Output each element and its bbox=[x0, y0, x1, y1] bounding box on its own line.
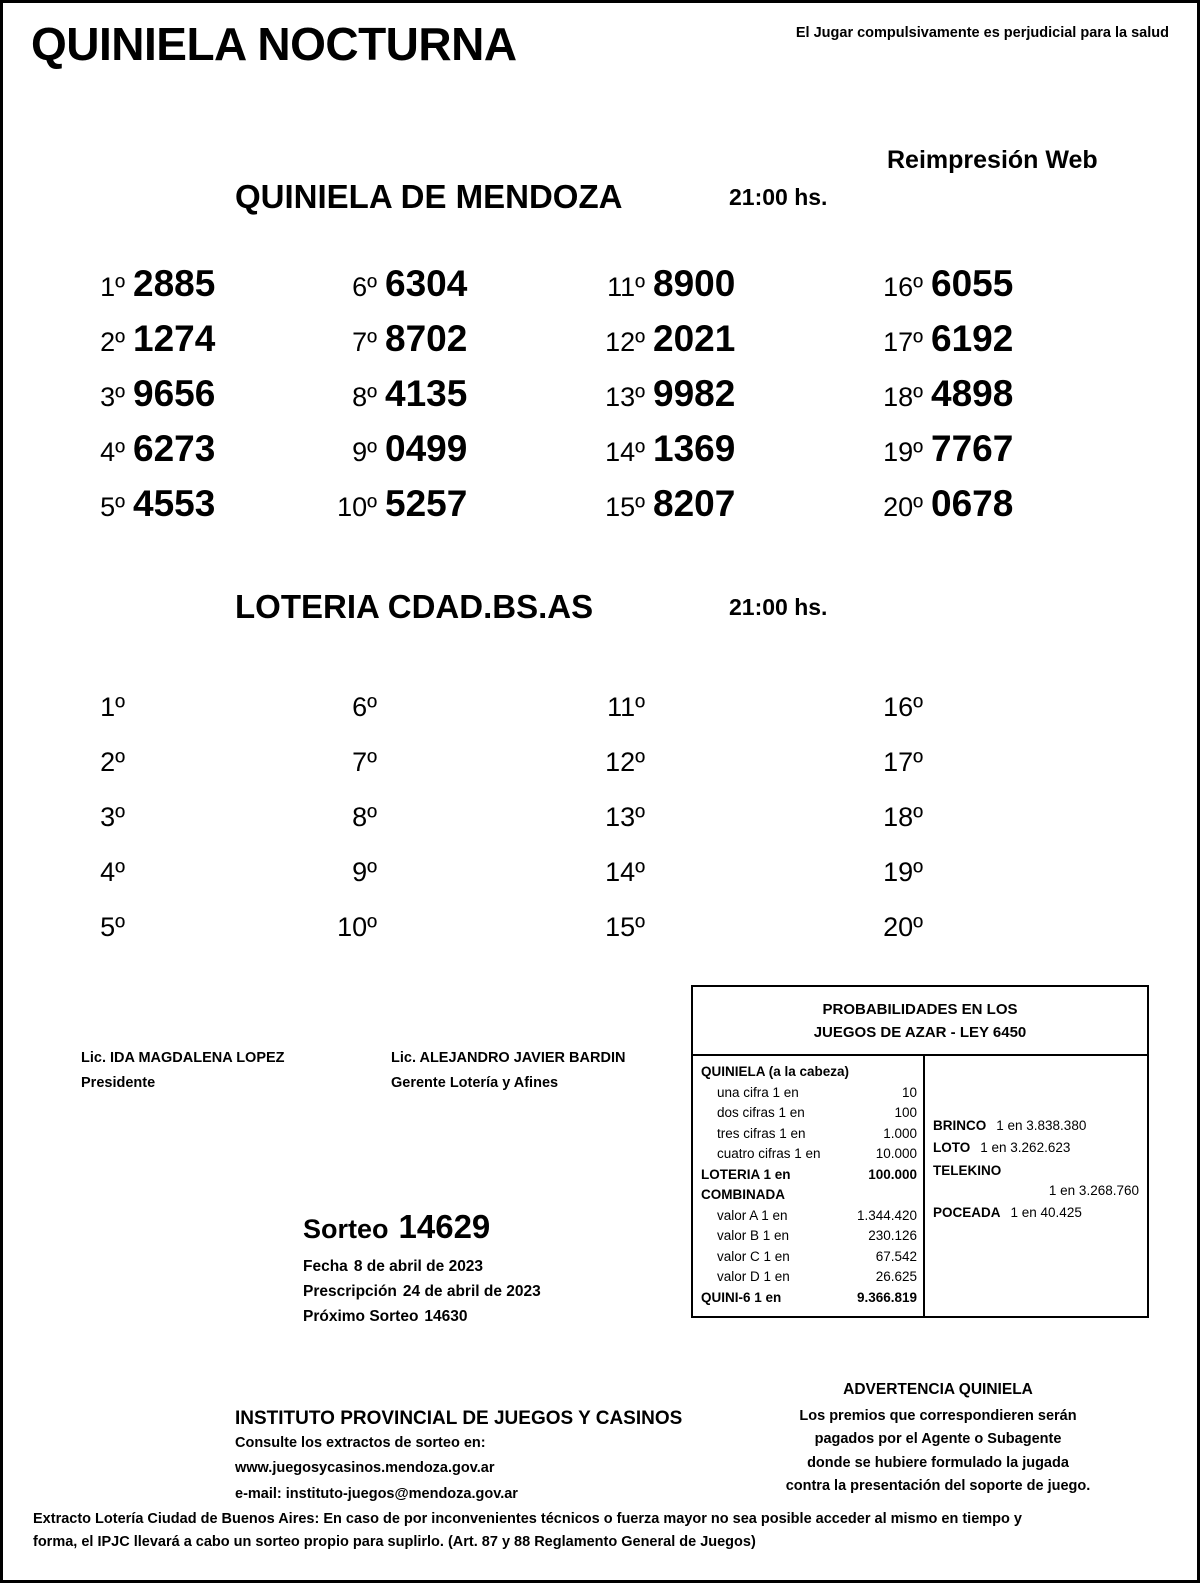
page-header bbox=[31, 17, 1169, 73]
result-number: 8702 bbox=[385, 318, 468, 359]
probability-label: QUINI-6 1 en bbox=[701, 1289, 782, 1305]
probability-row bbox=[701, 1062, 917, 1083]
result-number: 1369 bbox=[653, 428, 736, 469]
result-position: 18º bbox=[883, 802, 923, 832]
fecha-label: Fecha bbox=[303, 1258, 348, 1275]
result-position: 14º bbox=[605, 857, 645, 887]
result-position: 10º bbox=[337, 912, 377, 942]
result-position: 5º bbox=[100, 912, 125, 942]
gambling-warning: El Jugar compulsivamente es perjudicial para la salud bbox=[795, 25, 1169, 41]
results-grid bbox=[3, 263, 1200, 538]
probability-row bbox=[701, 1206, 917, 1227]
result-position: 14º bbox=[605, 437, 645, 467]
game-probability-row bbox=[933, 1203, 1139, 1223]
result-number: 6192 bbox=[931, 318, 1014, 359]
game-odds: 1 en 40.425 bbox=[1010, 1205, 1082, 1220]
draw-name: QUINIELA DE MENDOZA bbox=[235, 178, 623, 215]
sorteo-next-row bbox=[303, 1308, 541, 1326]
result-position: 16º bbox=[883, 692, 923, 722]
result-cell bbox=[333, 683, 377, 725]
result-number: 4135 bbox=[385, 373, 468, 414]
instituto-title: INSTITUTO PROVINCIAL DE JUEGOS Y CASINOS bbox=[235, 1408, 683, 1429]
result-position: 13º bbox=[605, 802, 645, 832]
result-position: 6º bbox=[352, 272, 377, 302]
result-position: 2º bbox=[100, 327, 125, 357]
result-cell bbox=[81, 738, 125, 780]
result-cell bbox=[879, 483, 1013, 525]
game-name: POCEADA bbox=[933, 1205, 1001, 1220]
result-position: 19º bbox=[883, 857, 923, 887]
probability-row bbox=[701, 1288, 917, 1309]
result-position: 3º bbox=[100, 802, 125, 832]
result-position: 11º bbox=[607, 272, 645, 302]
result-position: 5º bbox=[100, 492, 125, 522]
result-cell bbox=[601, 318, 735, 360]
signature-role: Presidente bbox=[81, 1075, 156, 1092]
result-position: 20º bbox=[883, 492, 923, 522]
result-position: 13º bbox=[605, 382, 645, 412]
result-cell bbox=[81, 483, 215, 525]
game-name: TELEKINO bbox=[933, 1162, 1002, 1178]
game-name: LOTO bbox=[933, 1140, 971, 1156]
probability-label: COMBINADA bbox=[701, 1187, 785, 1203]
advertencia-line: donde se hubiere formulado la jugada bbox=[807, 1454, 1069, 1471]
draw-time: 21:00 hs. bbox=[729, 594, 828, 620]
result-position: 15º bbox=[605, 492, 645, 522]
result-number: 0499 bbox=[385, 428, 468, 469]
result-position: 9º bbox=[352, 857, 377, 887]
result-position: 7º bbox=[352, 327, 377, 357]
result-position: 17º bbox=[883, 327, 923, 357]
result-number: 6273 bbox=[133, 428, 216, 469]
result-cell bbox=[333, 263, 467, 305]
result-position: 7º bbox=[352, 747, 377, 777]
signature-role: Gerente Lotería y Afines bbox=[391, 1075, 559, 1092]
result-number: 4553 bbox=[133, 483, 216, 524]
result-cell bbox=[81, 848, 125, 890]
result-cell bbox=[333, 318, 467, 360]
result-cell bbox=[333, 903, 377, 945]
result-number: 6304 bbox=[385, 263, 468, 304]
probability-value: 10 bbox=[901, 1084, 917, 1100]
instituto-email[interactable]: e-mail: instituto-juegos@mendoza.gov.ar bbox=[235, 1485, 518, 1502]
result-cell bbox=[601, 738, 645, 780]
probability-value: 1.344.420 bbox=[856, 1207, 917, 1223]
probability-row bbox=[701, 1247, 917, 1268]
sorteo-date-row bbox=[303, 1258, 541, 1276]
result-cell bbox=[879, 428, 1013, 470]
probability-label: dos cifras 1 en bbox=[717, 1105, 805, 1121]
fecha-value: 8 de abril de 2023 bbox=[353, 1258, 484, 1275]
prescripcion-value: 24 de abril de 2023 bbox=[402, 1283, 541, 1300]
result-position: 10º bbox=[337, 492, 377, 522]
result-cell bbox=[879, 793, 923, 835]
result-number: 4898 bbox=[931, 373, 1014, 414]
result-cell bbox=[879, 683, 923, 725]
result-cell bbox=[601, 848, 645, 890]
footer-line-1: Extracto Lotería Ciudad de Buenos Aires: En caso de por inconvenientes técnicos o fuerza mayor no sea posible acceder al mismo en tiempo y bbox=[33, 1511, 1022, 1527]
result-position: 3º bbox=[100, 382, 125, 412]
instituto-line: Consulte los extractos de sorteo en: bbox=[235, 1435, 486, 1451]
result-cell bbox=[81, 318, 215, 360]
result-cell bbox=[601, 428, 735, 470]
result-cell bbox=[601, 263, 735, 305]
result-number: 2885 bbox=[133, 263, 216, 304]
result-position: 12º bbox=[605, 327, 645, 357]
probability-row bbox=[701, 1083, 917, 1104]
result-number: 8900 bbox=[653, 263, 736, 304]
signature-president bbox=[81, 1046, 285, 1097]
result-number: 0678 bbox=[931, 483, 1014, 524]
probabilities-title bbox=[693, 987, 1147, 1056]
result-cell bbox=[333, 373, 467, 415]
probabilities-left-column bbox=[693, 1056, 925, 1316]
probability-value: 100.000 bbox=[868, 1166, 917, 1182]
probability-label: valor C 1 en bbox=[717, 1248, 790, 1264]
result-position: 2º bbox=[100, 747, 125, 777]
result-cell bbox=[81, 373, 215, 415]
footer-note bbox=[33, 1508, 1173, 1554]
draw-name: LOTERIA CDAD.BS.AS bbox=[235, 588, 594, 625]
probability-row bbox=[701, 1267, 917, 1288]
sorteo-prescription-row bbox=[303, 1283, 541, 1301]
result-position: 1º bbox=[100, 692, 125, 722]
result-position: 4º bbox=[100, 437, 125, 467]
result-cell bbox=[879, 318, 1013, 360]
result-cell bbox=[333, 848, 377, 890]
probability-label: valor D 1 en bbox=[717, 1269, 790, 1285]
probability-value: 100 bbox=[894, 1105, 917, 1121]
instituto-website[interactable]: www.juegosycasinos.mendoza.gov.ar bbox=[235, 1460, 495, 1477]
advertencia-title: ADVERTENCIA QUINIELA bbox=[843, 1381, 1033, 1398]
result-number: 2021 bbox=[653, 318, 736, 359]
probability-label: una cifra 1 en bbox=[717, 1084, 799, 1100]
game-odds: 1 en 3.838.380 bbox=[996, 1118, 1087, 1133]
result-position: 18º bbox=[883, 382, 923, 412]
result-cell bbox=[81, 428, 215, 470]
result-number: 5257 bbox=[385, 483, 468, 524]
result-cell bbox=[333, 428, 467, 470]
sorteo-number-row bbox=[303, 1208, 541, 1246]
result-cell bbox=[333, 793, 377, 835]
probability-value: 230.126 bbox=[868, 1228, 917, 1244]
result-cell bbox=[601, 483, 735, 525]
result-position: 8º bbox=[352, 802, 377, 832]
result-number: 7767 bbox=[931, 428, 1014, 469]
result-position: 19º bbox=[883, 437, 923, 467]
result-number: 6055 bbox=[931, 263, 1014, 304]
result-position: 8º bbox=[352, 382, 377, 412]
advertencia-line: Los premios que correspondieren serán bbox=[799, 1408, 1077, 1424]
probability-row bbox=[701, 1144, 917, 1165]
game-probability-row bbox=[933, 1116, 1139, 1136]
result-number: 8207 bbox=[653, 483, 736, 524]
game-name: BRINCO bbox=[933, 1118, 987, 1133]
probabilities-right-column bbox=[925, 1056, 1147, 1316]
probability-row bbox=[701, 1124, 917, 1145]
result-cell bbox=[81, 903, 125, 945]
draw-block-bsas bbox=[3, 588, 1200, 942]
reprint-label: Reimpresión Web bbox=[887, 146, 1098, 174]
result-position: 12º bbox=[605, 747, 645, 777]
signature-manager bbox=[391, 1046, 625, 1097]
probability-row bbox=[701, 1165, 917, 1186]
probability-label: valor A 1 en bbox=[717, 1207, 788, 1223]
result-position: 16º bbox=[883, 272, 923, 302]
probabilities-title-line1: PROBABILIDADES EN LOS bbox=[822, 1001, 1018, 1018]
result-position: 9º bbox=[352, 437, 377, 467]
draw-header bbox=[3, 146, 1200, 222]
result-cell bbox=[879, 373, 1013, 415]
probability-value: 10.000 bbox=[875, 1146, 917, 1162]
proximo-value: 14630 bbox=[424, 1308, 468, 1325]
probability-row bbox=[701, 1226, 917, 1247]
result-position: 11º bbox=[607, 692, 645, 722]
result-position: 6º bbox=[352, 692, 377, 722]
result-position: 17º bbox=[883, 747, 923, 777]
probability-label: valor B 1 en bbox=[717, 1228, 790, 1244]
advertencia-line: contra la presentación del soporte de juego. bbox=[785, 1478, 1091, 1495]
result-cell bbox=[601, 903, 645, 945]
footer-line-2: forma, el IPJC llevará a cabo un sorteo propio para suplirlo. (Art. 87 y 88 Reglamento General de Juegos) bbox=[33, 1534, 756, 1551]
result-cell bbox=[81, 683, 125, 725]
instituto-block bbox=[235, 1408, 682, 1506]
result-cell bbox=[601, 373, 735, 415]
probabilities-title-line2: JUEGOS DE AZAR - LEY 6450 bbox=[813, 1023, 1027, 1041]
probability-value: 26.625 bbox=[875, 1269, 917, 1285]
draw-block-mendoza bbox=[3, 146, 1200, 524]
advertencia-line: pagados por el Agente o Subagente bbox=[814, 1431, 1062, 1448]
probability-value: 1.000 bbox=[883, 1125, 917, 1141]
game-probability-row bbox=[933, 1161, 1139, 1202]
probability-value: 67.542 bbox=[875, 1248, 917, 1264]
result-position: 15º bbox=[605, 912, 645, 942]
result-number: 9656 bbox=[133, 373, 216, 414]
probability-label: QUINIELA (a la cabeza) bbox=[701, 1064, 850, 1079]
probability-value: 9.366.819 bbox=[856, 1289, 917, 1305]
sorteo-label: Sorteo bbox=[303, 1214, 389, 1244]
probabilities-box bbox=[691, 985, 1149, 1318]
draw-info bbox=[303, 1208, 541, 1326]
game-probability-row bbox=[933, 1138, 1139, 1158]
result-cell bbox=[879, 738, 923, 780]
result-cell bbox=[333, 483, 467, 525]
probability-label: cuatro cifras 1 en bbox=[717, 1146, 821, 1162]
result-cell bbox=[81, 263, 215, 305]
probability-label: tres cifras 1 en bbox=[717, 1125, 806, 1141]
draw-header bbox=[3, 588, 1200, 632]
probability-label: LOTERIA 1 en bbox=[701, 1166, 791, 1182]
result-cell bbox=[879, 263, 1013, 305]
result-cell bbox=[81, 793, 125, 835]
probability-row bbox=[701, 1185, 917, 1206]
game-odds: 1 en 3.268.760 bbox=[1048, 1182, 1139, 1198]
result-position: 20º bbox=[883, 912, 923, 942]
advertencia-block bbox=[703, 1381, 1173, 1499]
page-title: QUINIELA NOCTURNA bbox=[31, 18, 517, 70]
probability-row bbox=[701, 1103, 917, 1124]
draw-time: 21:00 hs. bbox=[729, 184, 828, 210]
results-grid bbox=[3, 683, 1200, 958]
signature-name: Lic. IDA MAGDALENA LOPEZ bbox=[81, 1050, 285, 1066]
result-cell bbox=[333, 738, 377, 780]
result-cell bbox=[601, 683, 645, 725]
result-cell bbox=[601, 793, 645, 835]
prescripcion-label: Prescripción bbox=[303, 1283, 397, 1300]
result-position: 4º bbox=[100, 857, 125, 887]
result-number: 9982 bbox=[653, 373, 736, 414]
sorteo-number: 14629 bbox=[398, 1208, 491, 1245]
result-position: 1º bbox=[100, 272, 125, 302]
result-cell bbox=[879, 903, 923, 945]
proximo-label: Próximo Sorteo bbox=[303, 1308, 419, 1325]
signature-name: Lic. ALEJANDRO JAVIER BARDIN bbox=[391, 1050, 626, 1066]
game-odds: 1 en 3.262.623 bbox=[980, 1140, 1071, 1156]
result-number: 1274 bbox=[133, 318, 216, 359]
result-cell bbox=[879, 848, 923, 890]
